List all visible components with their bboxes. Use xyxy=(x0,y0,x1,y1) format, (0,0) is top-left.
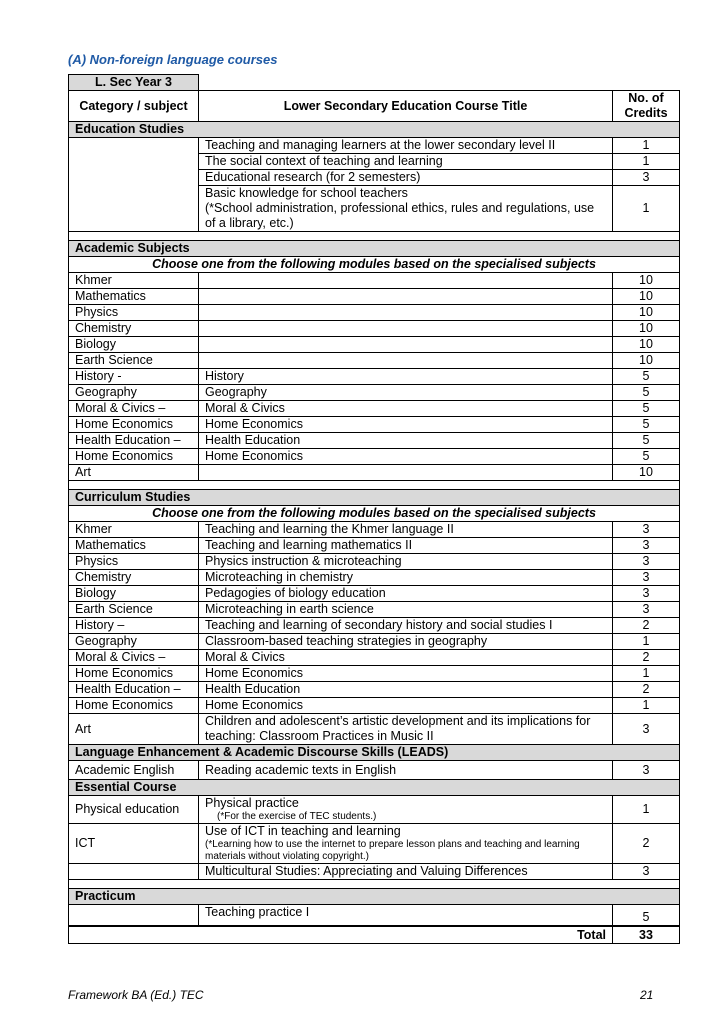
table-row: Teaching and managing learners at the lower secondary level II 1 xyxy=(69,138,680,154)
table-row: ICT Use of ICT in teaching and learning (*Learning how to use the internet to prepare lesson plans and teaching and learning materials without violating copyright.) 2 xyxy=(69,824,680,864)
table-row: Home Economics Home Economics 1 xyxy=(69,666,680,682)
practicum-header: Practicum xyxy=(69,889,680,905)
pe-note: (*For the exercise of TEC students.) xyxy=(217,811,377,822)
page-number: 21 xyxy=(640,988,654,1002)
table-row: Physics 10 xyxy=(69,305,680,321)
ict-note: (*Learning how to use the internet to prepare lesson plans and teaching and learning materials without violating copyright.) xyxy=(205,839,580,862)
table-row: Educational research (for 2 semesters) 3 xyxy=(69,170,680,186)
table-row: Moral & Civics – Moral & Civics 2 xyxy=(69,650,680,666)
pe-title: Physical practice xyxy=(205,796,299,810)
course-table xyxy=(68,74,680,944)
table-row: Khmer 10 xyxy=(69,273,680,289)
ict-title: Use of ICT in teaching and learning xyxy=(205,824,401,838)
table-row: Geography Classroom-based teaching strategies in geography 1 xyxy=(69,634,680,650)
basic-knowledge-title: Basic knowledge for school teachers xyxy=(205,186,408,200)
table-row: Physical education Physical practice (*For the exercise of TEC students.) 1 xyxy=(69,796,680,824)
header-row xyxy=(69,91,680,122)
year-row xyxy=(69,75,680,91)
table-row: Home Economics Home Economics 5 xyxy=(69,417,680,433)
academic-subjects-header: Academic Subjects xyxy=(69,241,680,257)
essential-course-header: Essential Course xyxy=(69,780,680,796)
curriculum-studies-note: Choose one from the following modules based on the specialised subjects xyxy=(69,506,680,522)
table-row: Geography Geography 5 xyxy=(69,385,680,401)
table-row: Health Education – Health Education 5 xyxy=(69,433,680,449)
section-heading: (A) Non-foreign language courses xyxy=(68,52,278,67)
table-row: Multicultural Studies: Appreciating and Valuing Differences 3 xyxy=(69,864,680,880)
table-row: Chemistry 10 xyxy=(69,321,680,337)
table-row: Physics Physics instruction & microteaching 3 xyxy=(69,554,680,570)
category-header: Category / subject xyxy=(69,91,199,122)
table-row: Biology Pedagogies of biology education 3 xyxy=(69,586,680,602)
table-row: The social context of teaching and learning 1 xyxy=(69,154,680,170)
table-row: History – Teaching and learning of secondary history and social studies I 2 xyxy=(69,618,680,634)
table-row: Chemistry Microteaching in chemistry 3 xyxy=(69,570,680,586)
table-row: Academic English Reading academic texts in English 3 xyxy=(69,761,680,780)
total-label: Total xyxy=(69,926,613,944)
table-row: Moral & Civics – Moral & Civics 5 xyxy=(69,401,680,417)
table-row: Art 10 xyxy=(69,465,680,481)
basic-knowledge-note: (*School administration, professional ethics, rules and regulations, use of a library, etc.) xyxy=(205,201,595,230)
table-row: Biology 10 xyxy=(69,337,680,353)
academic-subjects-note: Choose one from the following modules based on the specialised subjects xyxy=(69,257,680,273)
education-studies-header: Education Studies xyxy=(69,122,680,138)
table-row: History - History 5 xyxy=(69,369,680,385)
curriculum-studies-header: Curriculum Studies xyxy=(69,490,680,506)
total-row xyxy=(69,926,680,944)
table-row: Mathematics 10 xyxy=(69,289,680,305)
table-row: Earth Science 10 xyxy=(69,353,680,369)
leads-header: Language Enhancement & Academic Discourse Skills (LEADS) xyxy=(69,745,680,761)
table-row: Health Education – Health Education 2 xyxy=(69,682,680,698)
footer-left: Framework BA (Ed.) TEC xyxy=(68,988,204,1002)
table-row: Mathematics Teaching and learning mathematics II 3 xyxy=(69,538,680,554)
title-header: Lower Secondary Education Course Title xyxy=(199,91,613,122)
total-value: 33 xyxy=(613,926,680,944)
table-row: Khmer Teaching and learning the Khmer language II 3 xyxy=(69,522,680,538)
table-row: Home Economics Home Economics 5 xyxy=(69,449,680,465)
table-row: Art Children and adolescent’s artistic development and its implications for teaching: Classroom Practices in Music II 3 xyxy=(69,714,680,745)
credits-header: No. of Credits xyxy=(613,91,680,122)
table-row: Home Economics Home Economics 1 xyxy=(69,698,680,714)
table-row: Teaching practice I 5 xyxy=(69,905,680,927)
table-row: Basic knowledge for school teachers (*School administration, professional ethics, rules and regulations, use of a library, etc.) 1 xyxy=(69,186,680,232)
table-row: Earth Science Microteaching in earth science 3 xyxy=(69,602,680,618)
year-label: L. Sec Year 3 xyxy=(69,75,199,91)
